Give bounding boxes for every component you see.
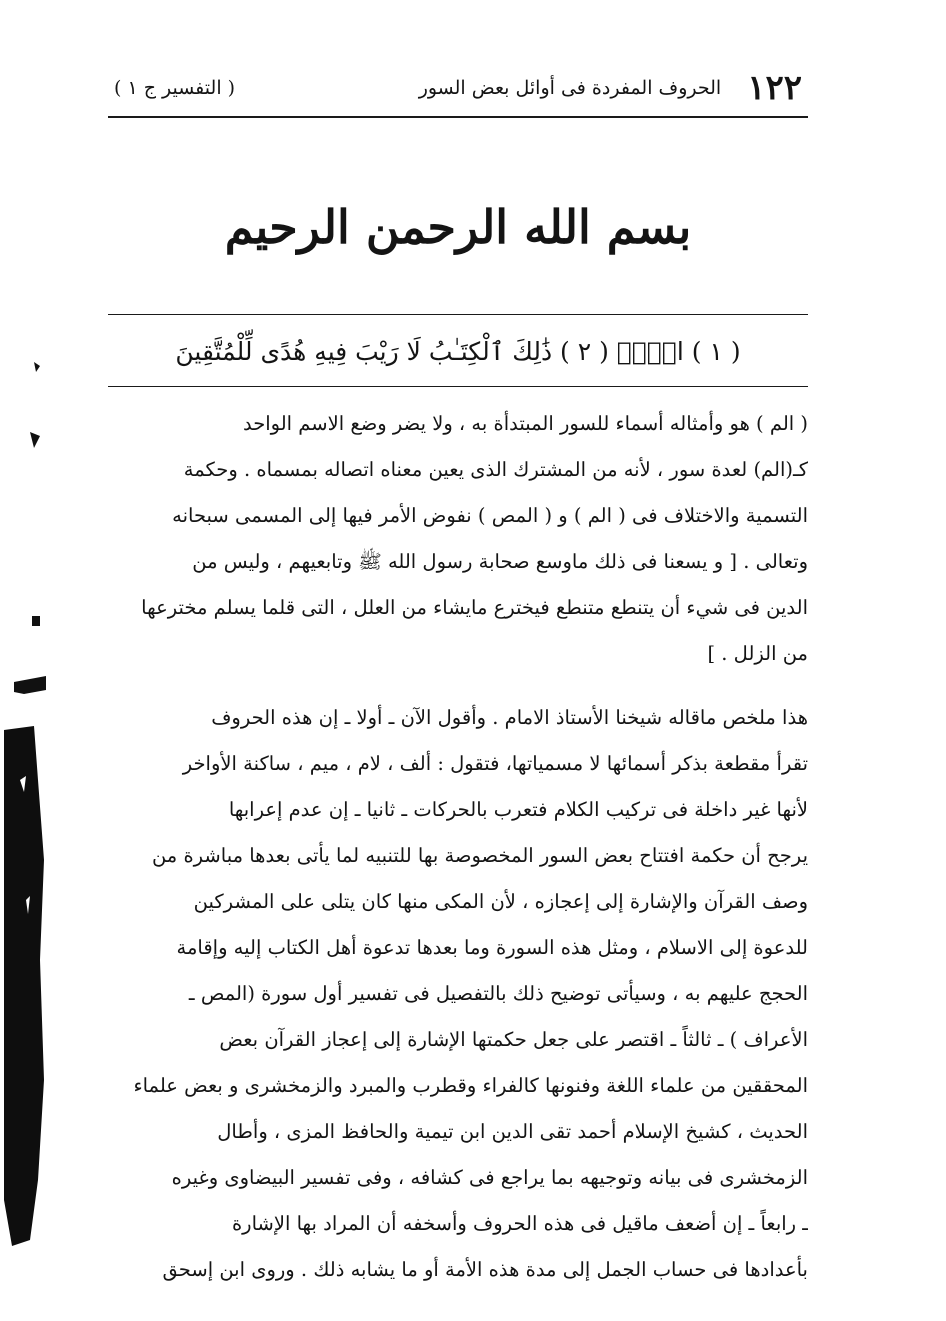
text-line: ـ رابعاً ـ إن أضعف ماقيل فى هذه الحروف وأسخفه أن المراد بها الإشارة	[231, 1212, 808, 1235]
text-line: تقرأ مقطعة بذكر أسمائها لا مسمياتها، فتقول : ألف ، لام ، ميم ، ساكنة الأواخر	[182, 752, 808, 775]
text-line: الحجج عليهم به ، وسيأتى توضيح ذلك بالتفصيل فى تفسير أول سورة (المص ـ	[188, 982, 808, 1005]
text-line: لأنها غير داخلة فى تركيب الكلام فتعرب بالحركات ـ ثانيا ـ إن عدم إعرابها	[228, 798, 808, 821]
paragraph-2	[108, 695, 808, 1293]
scan-edge-marks	[0, 0, 60, 1321]
text-line: هذا ملخص ماقاله شيخنا الأستاذ الامام . وأقول الآن ـ أولا ـ إن هذه الحروف	[211, 706, 808, 729]
text-line: ( الم ) هو وأمثاله أسماء للسور المبتدأة به ، ولا يضر وضع الاسم الواحد	[242, 412, 808, 435]
text-line: التسمية والاختلاف فى ( الم ) و ( المص ) نفوض الأمر فيها إلى المسمى سبحانه	[172, 504, 808, 527]
book-page	[108, 60, 808, 1293]
text-line: الأعراف ) ـ ثالثاً ـ اقتصر على جعل حكمتها الإشارة إلى إعجاز القرآن بعض	[219, 1028, 808, 1051]
text-line: كـ(الم) لعدة سور ، لأنه من المشترك الذى يعين معناه اتصاله بمسماه . وحكمة	[183, 458, 808, 481]
paragraph-spacer	[108, 677, 808, 695]
text-line: للدعوة إلى الاسلام ، ومثل هذه السورة وما بعدها تدعوة أهل الكتاب إليه وإقامة	[176, 936, 808, 959]
text-line: يرجح أن حكمة افتتاح بعض السور المخصوصة بها للتنبيه لما يأتى بعدها مباشرة من	[151, 844, 808, 867]
page-number: ١٢٢	[747, 68, 802, 108]
text-line: الحديث ، كشيخ الإسلام أحمد تقى الدين ابن تيمية والحافظ المزى ، وأطال	[217, 1120, 808, 1143]
verse-bottom-rule	[108, 386, 808, 387]
text-line: بأعدادها فى حساب الجمل إلى مدة هذه الأمة أو ما يشابه ذلك . وروى ابن إسحق	[162, 1258, 808, 1281]
paragraph-1	[108, 401, 808, 677]
running-title: الحروف المفردة فى أوائل بعض السور	[418, 77, 722, 99]
volume-label: ( التفسير ج ١ )	[114, 77, 236, 99]
quran-verse: ( ١ ) الۤمۤ ( ٢ ) ذَٰلِكَ ٱلْكِتَـٰبُ لَا رَيْبَ فِيهِ هُدًى لِّلْمُتَّقِينَ	[175, 337, 741, 366]
text-line: وصف القرآن والإشارة إلى إعجازه ، لأن المكى منها كان يتلى على المشركين	[193, 890, 808, 913]
page-header	[108, 60, 808, 118]
commentary-body	[108, 401, 808, 1293]
text-line: من الزلل . ]	[707, 642, 808, 665]
basmala-calligraphy: بسم الله الرحمن الرحيم	[224, 200, 692, 254]
text-line: وتعالى . [ و يسعنا فى ذلك ماوسع صحابة رسول الله ﷺ وتابعيهم ، وليس من	[192, 550, 808, 573]
text-line: الزمخشرى فى بيانه وتوجيهه بما يراجع فى كشافه ، وفى تفسير البيضاوى وغيره	[171, 1166, 808, 1189]
text-line: المحققين من علماء اللغة وفنونها كالفراء وقطرب والمبرد والزمخشرى و بعض علماء	[133, 1074, 808, 1097]
text-line: الدين فى شيء أن يتنطع متنطع فيخترع مايشاء من العلل ، التى قلما يسلم مخترعها	[141, 596, 808, 619]
